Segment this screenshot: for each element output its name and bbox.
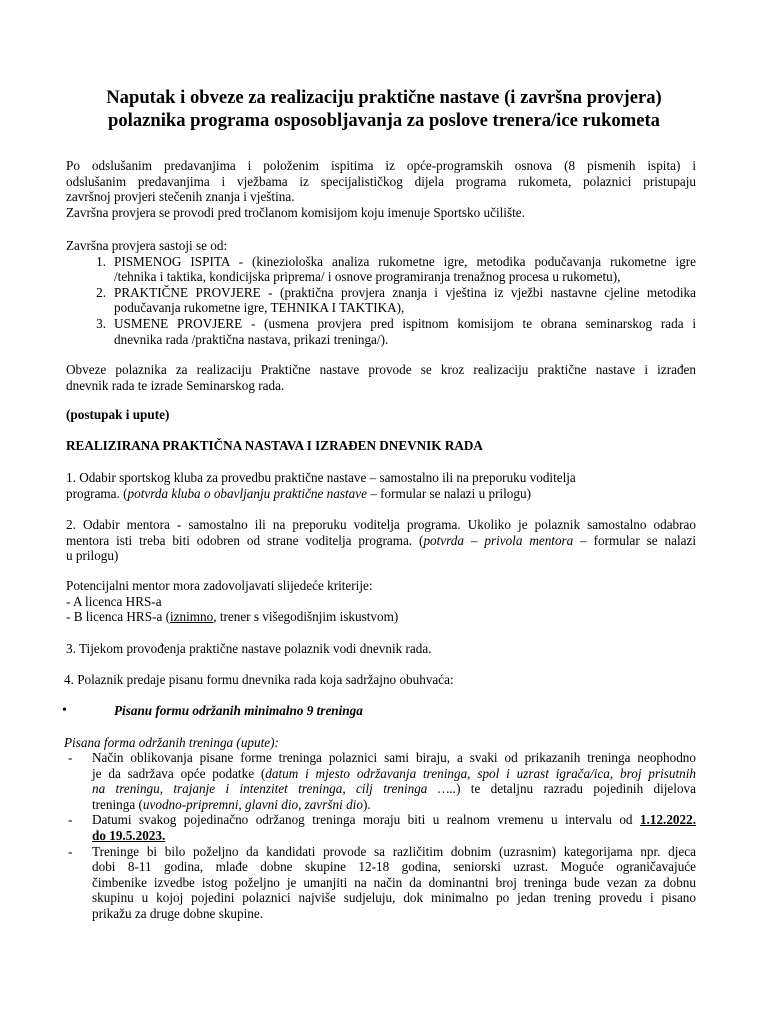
dash-item-line: čimbenike izvedbe istog poželjno je umanjiti na način da dominantni broj treninga bude vezan za dobnu (92, 874, 696, 890)
exam-item-line: podučavanja rukometne igre, TEHNIKA I TAKTIKA), (114, 300, 405, 316)
exam-section (66, 238, 696, 347)
dash-item (64, 750, 696, 812)
exam-item-number: 3. (96, 315, 106, 331)
step-2-form-reference: potvrda (423, 532, 464, 548)
dash-item-line: na treningu, trajanje i intenzitet treninga, cilj treninga …..) te detaljnu razradu pojedinih dijelova (92, 781, 696, 797)
date-from: 1.12.2022. (639, 812, 696, 828)
section-heading: REALIZIRANA PRAKTIČNA NASTAVA I IZRAĐEN DNEVNIK RADA (66, 438, 483, 453)
mentor-criteria (66, 578, 696, 625)
step-1 (66, 470, 696, 501)
exam-item-line: PRAKTIČNE PROVJERE - (praktična provjera znanja i vještina iz vježbi nastavne cjeline metodika (114, 284, 696, 300)
dash-item-line: Datumi svakog pojedinačno održanog treninga moraju biti u realnom vremenu u intervalu od 1.12.2022. (92, 812, 696, 828)
exam-item (66, 254, 696, 285)
form-instructions-heading: Pisana forma održanih treninga (upute): (64, 735, 279, 750)
mentor-criterion: - A licenca HRS-a (66, 593, 162, 609)
dash-item (64, 844, 696, 922)
intro-line-3: završnoj provjeri stečenih znanja i vještina. (66, 189, 295, 205)
intro-line-4: Završna provjera se provodi pred tročlanom komisijom koju imenuje Sportsko učilište. (66, 204, 525, 220)
exam-item (66, 285, 696, 316)
dash-item-line: dobi 8-11 godina, mlađe dobne skupine 12-18 godina, seniorski uzrast. Moguće ograničavajuće (92, 859, 696, 875)
dash-icon: - (68, 812, 73, 828)
dash-item-line (92, 828, 696, 844)
procedure-label: (postupak i upute) (66, 407, 170, 422)
step-3: 3. Tijekom provođenja praktične nastave polaznik vodi dnevnik rada. (66, 641, 432, 656)
exam-item-line: USMENE PROVJERE - (usmena provjera pred ispitnom komisijom te obrana seminarskog rada i (114, 315, 696, 331)
dash-icon: - (68, 843, 73, 859)
bullet-icon: • (62, 703, 67, 718)
exam-item-line: PISMENOG ISPITA - (kineziološka analiza rukometne igre, metodika podučavanja rukometne igre (114, 253, 696, 269)
step-2-form-reference: privola mentora (484, 532, 574, 548)
dash-item-line: Treninge bi bilo poželjno da kandidati provode sa različitim dobnim (uzrasnim) kategorijama npr. djeca (92, 843, 696, 859)
dash-item-line: Način oblikovanja pisane forme treninga polaznici sami biraju, a svaki od prikazanih treninga neophodno (92, 750, 696, 765)
step-2 (66, 517, 696, 564)
exam-item-line: /tehnika i taktika, kondicijska priprema/ i osnove programiranja trenažnog procesa u rukometu), (114, 269, 621, 285)
exception-note: iznimno (170, 609, 214, 625)
step-1-line-1: 1. Odabir sportskog kluba za provedbu praktične nastave – samostalno ili na preporuku voditelja (66, 470, 576, 485)
obligations-paragraph (66, 362, 696, 393)
bullet-item (62, 703, 692, 719)
title-line-2: polaznika programa osposobljavanja za poslove trenera/ice rukometa (108, 110, 660, 131)
mentor-criterion: - B licenca HRS-a (iznimno, trener s višegodišnjim iskustvom) (66, 609, 399, 625)
step-2-line-1: 2. Odabir mentora - samostalno ili na preporuku voditelja programa. Ukoliko je polaznik samostalno odabrao (66, 517, 696, 532)
document-title (60, 86, 708, 132)
intro-line-1: Po odslušanim predavanjima i položenim ispitima iz opće-programskih osnova (8 pismenih ispita) i (66, 158, 696, 173)
intro-paragraph (66, 158, 696, 220)
step-1-form-reference: potvrda kluba o obavljanju praktične nastave (127, 485, 367, 501)
dash-item (64, 812, 696, 843)
obligations-line-1: Obveze polaznika za realizaciju Praktične nastave provode se kroz realizaciju praktične nastave i izrađen (66, 362, 696, 377)
title-line-1: Naputak i obveze za realizaciju praktične nastave (i završna provjera) (106, 87, 662, 108)
exam-item (66, 316, 696, 347)
dash-item-line: je da sadržava opće podatke (datum i mjesto održavanja treninga, spol i uzrast igrača/ica, broj prisutnih (92, 765, 696, 781)
dash-icon: - (68, 750, 73, 765)
mentor-criteria-intro: Potencijalni mentor mora zadovoljavati slijedeće kriterije: (66, 578, 373, 593)
step-2-line-3: u prilogu) (66, 548, 119, 564)
exam-heading: Završna provjera sastoji se od: (66, 238, 228, 253)
step-2-line-2: mentora isti treba biti odobren od strane voditelja programa. (potvrda – privola mentora – formular se nalazi (66, 532, 696, 548)
exam-item-number: 1. (96, 253, 106, 269)
exam-item-line: dnevnika rada /praktična nastava, prikazi treninga/). (114, 331, 389, 347)
intro-line-2: odslušanim predavanjima i vježbama iz specijalističkog dijela programa rukometa, polaznici pristupaju (66, 173, 696, 189)
obligations-line-2: dnevnik rada te izrade Seminarskog rada. (66, 377, 285, 393)
dash-item-line: treninga (uvodno-pripremni, glavni dio, završni dio). (92, 796, 371, 812)
exam-item-number: 2. (96, 284, 106, 300)
dash-item-line: skupinu u kojoj pojedini polaznici najviše sudjeluju, dok minimalno po jedan trening provedu i pisano (92, 890, 696, 906)
form-instructions-list (64, 750, 696, 922)
step-1-line-2: programa. (potvrda kluba o obavljanju praktične nastave – formular se nalazi u prilogu) (66, 485, 531, 501)
date-to: do 19.5.2023. (92, 827, 166, 843)
step-4: 4. Polaznik predaje pisanu formu dnevnika rada koja sadržajno obuhvaća: (64, 672, 454, 687)
dash-item-line: prikažu za druge dobne skupine. (92, 905, 264, 921)
bullet-text: Pisanu formu održanih minimalno 9 treninga (114, 703, 363, 718)
